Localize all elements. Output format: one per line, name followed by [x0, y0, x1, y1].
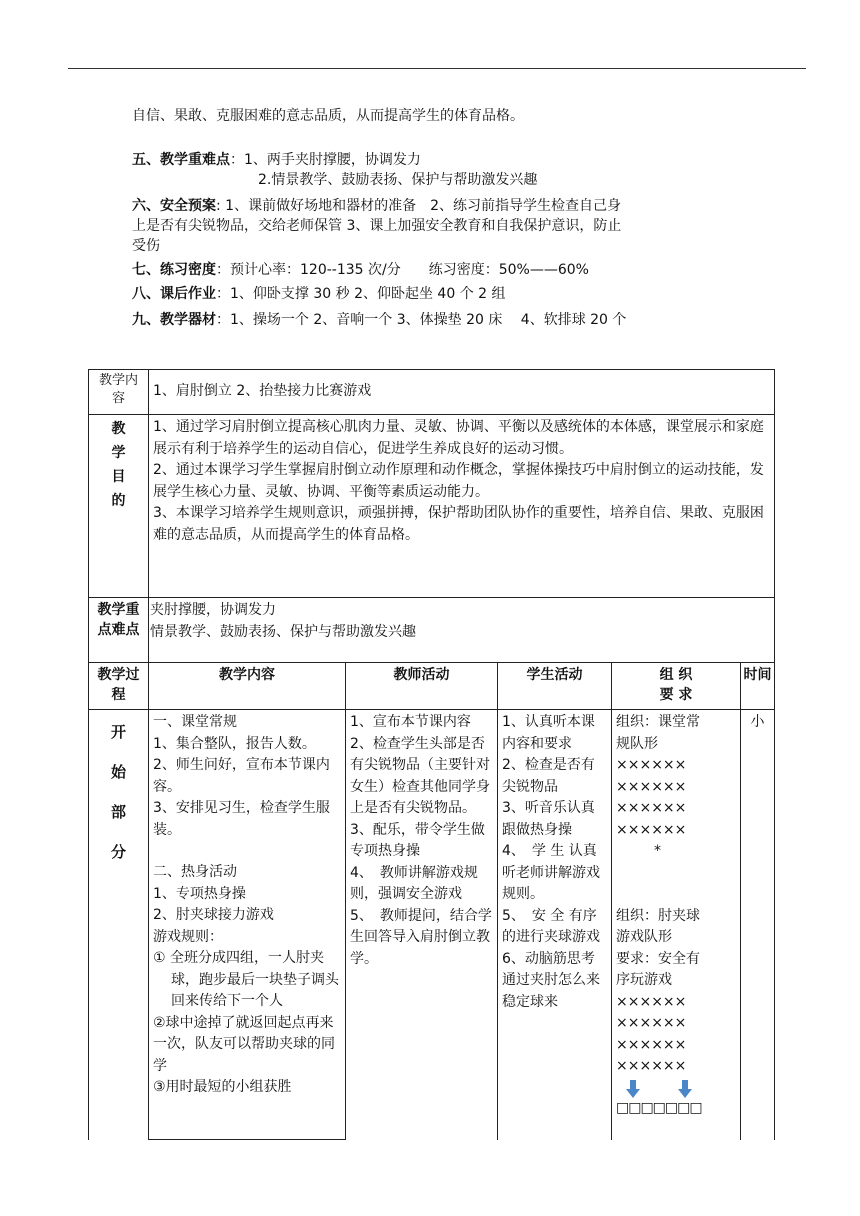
section-teacher: 1、宣布本节课内容 2、检查学生头部是否有尖锐物品（主要针对女生）检查其他同学身上是否有尖锐物品。 3、配乐，带令学生做专项热身操 4、 教师讲解游戏规则，强调安全游戏 5、 教师提问，结合学生回答导入肩肘倒立教学。 [346, 710, 498, 1140]
arrow-down-icon [626, 1080, 640, 1098]
section-organization: 组织：课堂常 规队形 ×××××× ×××××× ×××××× ×××××× * 组织：肘夹球 游戏队形 要求：安全有 序玩游戏 ×××××× ×××××× ×××××× ×××××× □□□□□□□ [612, 710, 741, 1140]
header-student: 学生活动 [498, 663, 612, 710]
safety-line2: 上是否有尖锐物品，交给老师保管 3、课上加强安全教育和自我保护意识，防止 [132, 218, 622, 234]
intro-continuation: 自信、果敢、克服困难的意志品质，从而提高学生的体育品格。 [132, 108, 524, 124]
header-row [89, 663, 775, 710]
formation-row: ×××××× [616, 800, 687, 816]
goal-row [89, 415, 775, 598]
section-content: 一、课堂常规 1、集合整队，报告人数。 2、师生问好，宣布本节课内容。 3、安排见习生，检查学生服装。 二、热身活动 1、专项热身操 2、肘夹球接力游戏 游戏规则： ① 全班分成四组，一人肘夹球，跑步最后一块垫子调头回来传给下一个人 ②球中途掉了就返回起点再来一次，队友可以帮助夹球的同学 ③用时最短的小组获胜 [149, 710, 346, 1140]
header-rule [68, 68, 806, 69]
header-content: 教学内容 [149, 663, 346, 710]
content-value: 1、肩肘倒立 2、抬垫接力比赛游戏 [149, 370, 775, 415]
homework-line: 八、课后作业：1、仰卧支撑 30 秒 2、仰卧起坐 40 个 2 组 [132, 286, 506, 302]
safety-line1: 六、安全预案: 1、课前做好场地和器材的准备 2、练习前指导学生检查自己身 [132, 198, 621, 214]
header-organization: 组 织 要 求 [612, 663, 741, 710]
formation-row: ×××××× [616, 1015, 687, 1031]
density-label: 七、练习密度 [132, 262, 216, 278]
safety-line3: 受伤 [132, 238, 160, 254]
equipment-line: 九、教学器材：1、操场一个 2、音响一个 3、体操垫 20 床 4、软排球 20 个 [132, 312, 627, 328]
key-points-label: 五、教学重难点 [132, 152, 230, 168]
goal-item-3: 3、本课学习培养学生规则意识，顽强拼搏，保护帮助团队协作的重要性，培养自信、果敢、克服困难的意志品质，从而提高学生的体育品格。 [153, 505, 764, 543]
mat-row: □□□□□□□ [616, 1099, 702, 1116]
key-points-line2: 2.情景教学、鼓励表扬、保护与帮助激发兴趣 [258, 172, 538, 188]
start-section-row [89, 710, 775, 1140]
formation-row: ×××××× [616, 1036, 687, 1053]
formation-row: ×××××× [616, 778, 687, 795]
density-line: 七、练习密度：预计心率：120--135 次/分 练习密度：50%——60% [132, 262, 589, 278]
content-label: 教学内容 [89, 370, 149, 415]
difficulty-text: 夹肘撑腰，协调发力 情景教学、鼓励表扬、保护与帮助激发兴趣 [149, 598, 775, 663]
arrow-down-icon [678, 1080, 692, 1098]
process-label: 教学过程 [89, 663, 149, 710]
section-student: 1、认真听本课内容和要求 2、检查是否有尖锐物品 3、听音乐认真跟做热身操 4、 学 生 认真听老师讲解游戏规则。 5、 安 全 有序的进行夹球游戏 6、动脑筋思考通过夹肘怎么来稳定球来 [498, 710, 612, 1140]
formation-row: ×××××× [616, 821, 687, 838]
teacher-mark: * [654, 843, 661, 859]
formation-row: ×××××× [616, 757, 687, 773]
direction-arrows [626, 1080, 736, 1098]
goal-text [149, 415, 775, 598]
header-time: 时间 [741, 663, 775, 710]
section-time: 小 [741, 710, 775, 1140]
goal-label: 教 学 目 的 [89, 415, 149, 598]
equipment-label: 九、教学器材 [132, 312, 216, 328]
content-row [89, 370, 775, 415]
formation-row: ×××××× [616, 993, 687, 1010]
header-teacher: 教师活动 [346, 663, 498, 710]
goal-item-2: 2、通过本课学习学生掌握肩肘倒立动作原理和动作概念，掌握体操技巧中肩肘倒立的运动技能，发展学生核心力量、灵敏、协调、平衡等素质运动能力。 [153, 462, 764, 500]
safety-label: 六、安全预案 [132, 198, 216, 214]
key-points-line1: 五、教学重难点：1、两手夹肘撑腰，协调发力 [132, 152, 421, 168]
homework-label: 八、课后作业 [132, 286, 216, 302]
lesson-plan-table [88, 369, 775, 1140]
section-label: 开 始 部 分 [89, 710, 149, 1140]
difficulty-row [89, 598, 775, 663]
goal-item-1: 1、通过学习肩肘倒立提高核心肌肉力量、灵敏、协调、平衡以及感统体的本体感，课堂展示和家庭展示有利于培养学生的运动自信心，促进学生养成良好的运动习惯。 [153, 419, 764, 457]
difficulty-label: 教学重点难点 [89, 598, 149, 663]
formation-row: ×××××× [616, 1058, 687, 1074]
